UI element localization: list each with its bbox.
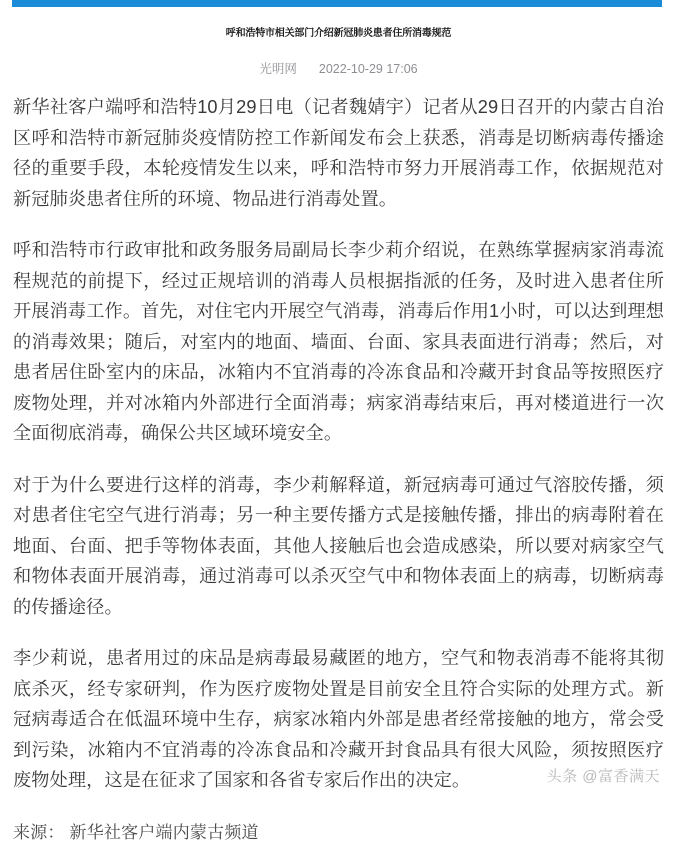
article-source-line: 来源： 新华社客户端内蒙古频道 bbox=[13, 822, 259, 842]
watermark: 头条 @富香满天 bbox=[546, 768, 660, 785]
article-paragraph: 对于为什么要进行这样的消毒，李少莉解释道，新冠病毒可通过气溶胶传播，须对患者住宅空气进行消毒；另一种主要传播方式是接触传播，排出的病毒附着在地面、台面、把手等物体表面，其他人接触后也会造成感染，所以要对病家空气和物体表面开展消毒，通过消毒可以杀灭空气中和物体表面上的病毒，切断病毒的传播途径。 bbox=[13, 474, 664, 617]
article-body bbox=[0, 92, 677, 846]
byline-source: 光明网 bbox=[259, 62, 297, 76]
article-paragraph: 新华社客户端呼和浩特10月29日电（记者魏婧宇）记者从29日召开的内蒙古自治区呼和浩特市新冠肺炎疫情防控工作新闻发布会上获悉，消毒是切断病毒传播途径的重要手段，本轮疫情发生以来，呼和浩特市努力开展消毒工作，依据规范对新冠肺炎患者住所的环境、物品进行消毒处置。 bbox=[13, 97, 664, 209]
byline-timestamp: 2022-10-29 17:06 bbox=[318, 62, 418, 76]
byline bbox=[0, 61, 677, 77]
page-title: 呼和浩特市相关部门介绍新冠肺炎患者住所消毒规范 bbox=[225, 28, 452, 39]
article-header bbox=[0, 7, 677, 77]
article-paragraph: 呼和浩特市行政审批和政务服务局副局长李少莉介绍说，在熟练掌握病家消毒流程规范的前提下，经过正规培训的消毒人员根据指派的任务，及时进入患者住所开展消毒工作。首先，对住宅内开展空气消毒，消毒后作用1小时，可以达到理想的消毒效果；随后，对室内的地面、墙面、台面、家具表面进行消毒；然后，对患者居住卧室内的床品，冰箱内不宜消毒的冷冻食品和冷藏开封食品等按照医疗废物处理，并对冰箱内外部进行全面消毒；病家消毒结束后，再对楼道进行一次全面彻底消毒，确保公共区域环境安全。 bbox=[13, 240, 664, 443]
article-paragraph: 李少莉说，患者用过的床品是病毒最易藏匿的地方，空气和物表消毒不能将其彻底杀灭，经专家研判，作为医疗废物处置是目前安全且符合实际的处理方式。新冠病毒适合在低温环境中生存，病家冰箱内外部是患者经常接触的地方，常会受到污染，冰箱内不宜消毒的冷冻食品和冷藏开封食品具有很大风险，须按照医疗废物处理，这是在征求了国家和各省专家后作出的决定。 bbox=[13, 648, 664, 790]
top-accent-bar bbox=[12, 0, 662, 7]
